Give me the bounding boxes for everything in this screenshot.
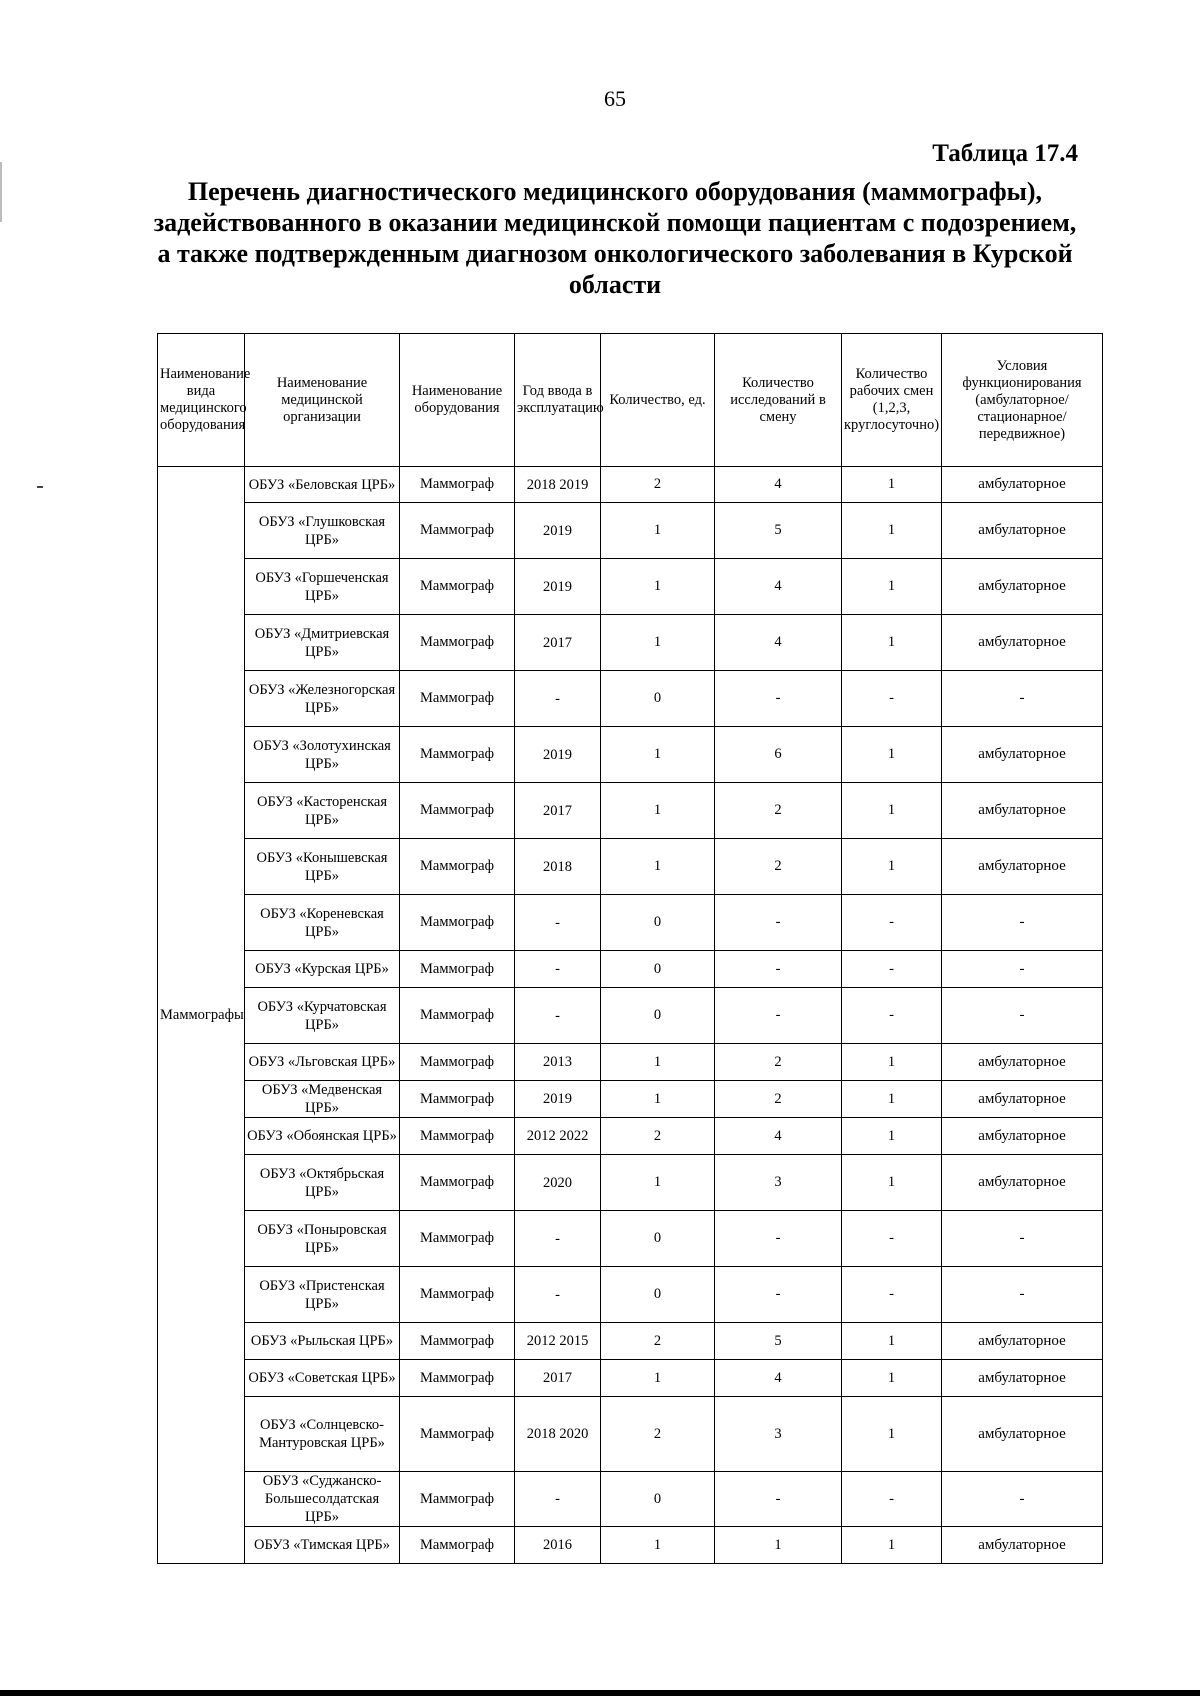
studies-cell: 2 (715, 839, 842, 895)
studies-cell: - (715, 1472, 842, 1527)
table-row (158, 1211, 1103, 1267)
equipment-table (157, 333, 1103, 1564)
org-cell: ОБУЗ «Льговская ЦРБ» (245, 1044, 400, 1081)
quantity-cell: 1 (601, 1081, 715, 1118)
shifts-cell: - (842, 988, 942, 1044)
org-cell: ОБУЗ «Октябрьская ЦРБ» (245, 1155, 400, 1211)
equipment-cell: Маммограф (400, 1118, 515, 1155)
conditions-cell: амбулаторное (942, 1360, 1103, 1397)
shifts-cell: 1 (842, 727, 942, 783)
table-row (158, 783, 1103, 839)
table-row (158, 467, 1103, 503)
studies-cell: - (715, 671, 842, 727)
studies-cell: 5 (715, 1323, 842, 1360)
header-quantity: Количество, ед. (601, 334, 715, 467)
year-cell: 2017 (515, 783, 601, 839)
shifts-cell: 1 (842, 1044, 942, 1081)
equipment-cell: Маммограф (400, 988, 515, 1044)
year-cell: - (515, 951, 601, 988)
table-row (158, 559, 1103, 615)
year-cell: 2017 (515, 1360, 601, 1397)
equipment-cell: Маммограф (400, 727, 515, 783)
shifts-cell: - (842, 895, 942, 951)
table-row (158, 727, 1103, 783)
equipment-cell: Маммограф (400, 1044, 515, 1081)
shifts-cell: 1 (842, 783, 942, 839)
conditions-cell: амбулаторное (942, 1081, 1103, 1118)
org-cell: ОБУЗ «Беловская ЦРБ» (245, 467, 400, 503)
shifts-cell: 1 (842, 503, 942, 559)
document-title: Перечень диагностического медицинского оборудования (маммографы), задействованного в оказании медицинской помощи пациентам с подозрением, а также подтвержденным диагнозом онкологического заболевания в Курской области (153, 177, 1077, 299)
shifts-cell: 1 (842, 467, 942, 503)
quantity-cell: 0 (601, 1267, 715, 1323)
org-cell: ОБУЗ «Солнцевско-Мантуровская ЦРБ» (245, 1397, 400, 1472)
shifts-cell: 1 (842, 1527, 942, 1564)
quantity-cell: 1 (601, 1527, 715, 1564)
conditions-cell: амбулаторное (942, 1118, 1103, 1155)
year-cell: 2012 2022 (515, 1118, 601, 1155)
equipment-type-cell: Маммографы (158, 467, 245, 1564)
year-cell: 2019 (515, 503, 601, 559)
org-cell: ОБУЗ «Горшеченская ЦРБ» (245, 559, 400, 615)
org-cell: ОБУЗ «Конышевская ЦРБ» (245, 839, 400, 895)
org-cell: ОБУЗ «Суджанско-Большесолдатская ЦРБ» (245, 1472, 400, 1527)
year-cell: 2018 (515, 839, 601, 895)
shifts-cell: 1 (842, 1155, 942, 1211)
equipment-cell: Маммограф (400, 1211, 515, 1267)
equipment-cell: Маммограф (400, 895, 515, 951)
shifts-cell: 1 (842, 615, 942, 671)
year-cell: 2020 (515, 1155, 601, 1211)
quantity-cell: 1 (601, 839, 715, 895)
table-row (158, 1472, 1103, 1527)
equipment-cell: Маммограф (400, 503, 515, 559)
header-org: Наименование медицинской организации (245, 334, 400, 467)
year-cell: 2018 2019 (515, 467, 601, 503)
header-studies: Количество исследований в смену (715, 334, 842, 467)
quantity-cell: 2 (601, 1118, 715, 1155)
quantity-cell: 1 (601, 503, 715, 559)
org-cell: ОБУЗ «Рыльская ЦРБ» (245, 1323, 400, 1360)
org-cell: ОБУЗ «Тимская ЦРБ» (245, 1527, 400, 1564)
equipment-cell: Маммограф (400, 839, 515, 895)
quantity-cell: 0 (601, 895, 715, 951)
studies-cell: - (715, 895, 842, 951)
table-row (158, 1081, 1103, 1118)
quantity-cell: 0 (601, 1211, 715, 1267)
org-cell: ОБУЗ «Обоянская ЦРБ» (245, 1118, 400, 1155)
shifts-cell: 1 (842, 1360, 942, 1397)
year-cell: 2017 (515, 615, 601, 671)
scan-bottom-bar (0, 1690, 1200, 1696)
equipment-cell: Маммограф (400, 467, 515, 503)
header-equipment: Наименование оборудования (400, 334, 515, 467)
header-row (158, 334, 1103, 467)
studies-cell: 4 (715, 1360, 842, 1397)
table-number: Таблица 17.4 (932, 140, 1078, 167)
conditions-cell: амбулаторное (942, 1044, 1103, 1081)
studies-cell: 2 (715, 783, 842, 839)
conditions-cell: амбулаторное (942, 783, 1103, 839)
shifts-cell: - (842, 671, 942, 727)
equipment-cell: Маммограф (400, 1323, 515, 1360)
quantity-cell: 1 (601, 559, 715, 615)
studies-cell: 4 (715, 559, 842, 615)
conditions-cell: - (942, 1211, 1103, 1267)
year-cell: - (515, 1472, 601, 1527)
equipment-cell: Маммограф (400, 1397, 515, 1472)
studies-cell: 3 (715, 1397, 842, 1472)
quantity-cell: 1 (601, 727, 715, 783)
conditions-cell: амбулаторное (942, 727, 1103, 783)
equipment-cell: Маммограф (400, 783, 515, 839)
conditions-cell: амбулаторное (942, 1397, 1103, 1472)
year-cell: 2013 (515, 1044, 601, 1081)
shifts-cell: - (842, 1472, 942, 1527)
studies-cell: 1 (715, 1527, 842, 1564)
org-cell: ОБУЗ «Курчатовская ЦРБ» (245, 988, 400, 1044)
org-cell: ОБУЗ «Дмитриевская ЦРБ» (245, 615, 400, 671)
org-cell: ОБУЗ «Глушковская ЦРБ» (245, 503, 400, 559)
conditions-cell: - (942, 895, 1103, 951)
org-cell: ОБУЗ «Поныровская ЦРБ» (245, 1211, 400, 1267)
table-row (158, 1118, 1103, 1155)
year-cell: 2018 2020 (515, 1397, 601, 1472)
org-cell: ОБУЗ «Касторенская ЦРБ» (245, 783, 400, 839)
conditions-cell: амбулаторное (942, 839, 1103, 895)
studies-cell: 4 (715, 615, 842, 671)
org-cell: ОБУЗ «Пристенская ЦРБ» (245, 1267, 400, 1323)
equipment-cell: Маммограф (400, 671, 515, 727)
conditions-cell: амбулаторное (942, 503, 1103, 559)
shifts-cell: 1 (842, 1323, 942, 1360)
studies-cell: - (715, 988, 842, 1044)
shifts-cell: - (842, 1211, 942, 1267)
shifts-cell: 1 (842, 559, 942, 615)
conditions-cell: - (942, 951, 1103, 988)
conditions-cell: амбулаторное (942, 559, 1103, 615)
year-cell: 2016 (515, 1527, 601, 1564)
table-row (158, 1527, 1103, 1564)
quantity-cell: 2 (601, 1323, 715, 1360)
table-row (158, 1360, 1103, 1397)
table-row (158, 1323, 1103, 1360)
table-row (158, 1155, 1103, 1211)
org-cell: ОБУЗ «Курская ЦРБ» (245, 951, 400, 988)
shifts-cell: 1 (842, 1118, 942, 1155)
equipment-cell: Маммограф (400, 951, 515, 988)
studies-cell: 3 (715, 1155, 842, 1211)
equipment-cell: Маммограф (400, 559, 515, 615)
year-cell: 2019 (515, 727, 601, 783)
conditions-cell: - (942, 1472, 1103, 1527)
quantity-cell: 2 (601, 467, 715, 503)
studies-cell: 6 (715, 727, 842, 783)
org-cell: ОБУЗ «Кореневская ЦРБ» (245, 895, 400, 951)
table-row (158, 1044, 1103, 1081)
scan-edge-mark (0, 162, 2, 222)
studies-cell: 4 (715, 1118, 842, 1155)
year-cell: 2019 (515, 559, 601, 615)
studies-cell: 4 (715, 467, 842, 503)
quantity-cell: 0 (601, 671, 715, 727)
quantity-cell: 1 (601, 615, 715, 671)
equipment-cell: Маммограф (400, 615, 515, 671)
conditions-cell: - (942, 671, 1103, 727)
conditions-cell: - (942, 988, 1103, 1044)
conditions-cell: амбулаторное (942, 615, 1103, 671)
shifts-cell: - (842, 951, 942, 988)
org-cell: ОБУЗ «Медвенская ЦРБ» (245, 1081, 400, 1118)
header-year: Год ввода в эксплуатацию (515, 334, 601, 467)
studies-cell: 2 (715, 1044, 842, 1081)
shifts-cell: 1 (842, 1081, 942, 1118)
quantity-cell: 2 (601, 1397, 715, 1472)
table-body (158, 467, 1103, 1564)
scan-dash-mark (37, 486, 43, 488)
quantity-cell: 0 (601, 1472, 715, 1527)
conditions-cell: амбулаторное (942, 1155, 1103, 1211)
table-row (158, 1267, 1103, 1323)
quantity-cell: 1 (601, 783, 715, 839)
studies-cell: - (715, 1211, 842, 1267)
table-row (158, 951, 1103, 988)
equipment-cell: Маммограф (400, 1155, 515, 1211)
studies-cell: 2 (715, 1081, 842, 1118)
quantity-cell: 0 (601, 988, 715, 1044)
year-cell: - (515, 671, 601, 727)
header-shifts: Количество рабочих смен (1,2,3, круглосуточно) (842, 334, 942, 467)
shifts-cell: 1 (842, 1397, 942, 1472)
table-row (158, 503, 1103, 559)
table-row (158, 988, 1103, 1044)
page-number: 65 (604, 86, 626, 111)
table-row (158, 895, 1103, 951)
org-cell: ОБУЗ «Железногорская ЦРБ» (245, 671, 400, 727)
year-cell: - (515, 988, 601, 1044)
quantity-cell: 0 (601, 951, 715, 988)
equipment-cell: Маммограф (400, 1527, 515, 1564)
conditions-cell: амбулаторное (942, 1323, 1103, 1360)
table-row (158, 615, 1103, 671)
studies-cell: - (715, 1267, 842, 1323)
year-cell: 2012 2015 (515, 1323, 601, 1360)
table-row (158, 671, 1103, 727)
equipment-cell: Маммограф (400, 1472, 515, 1527)
quantity-cell: 1 (601, 1155, 715, 1211)
org-cell: ОБУЗ «Советская ЦРБ» (245, 1360, 400, 1397)
org-cell: ОБУЗ «Золотухинская ЦРБ» (245, 727, 400, 783)
year-cell: - (515, 1211, 601, 1267)
studies-cell: - (715, 951, 842, 988)
equipment-cell: Маммограф (400, 1267, 515, 1323)
shifts-cell: 1 (842, 839, 942, 895)
studies-cell: 5 (715, 503, 842, 559)
equipment-cell: Маммограф (400, 1081, 515, 1118)
conditions-cell: амбулаторное (942, 467, 1103, 503)
shifts-cell: - (842, 1267, 942, 1323)
quantity-cell: 1 (601, 1360, 715, 1397)
table-row (158, 1397, 1103, 1472)
table-row (158, 839, 1103, 895)
year-cell: - (515, 1267, 601, 1323)
header-type: Наименование вида медицинского оборудования (158, 334, 245, 467)
year-cell: - (515, 895, 601, 951)
quantity-cell: 1 (601, 1044, 715, 1081)
year-cell: 2019 (515, 1081, 601, 1118)
conditions-cell: амбулаторное (942, 1527, 1103, 1564)
equipment-cell: Маммограф (400, 1360, 515, 1397)
header-conditions: Условия функционирования (амбулаторное/стационарное/передвижное) (942, 334, 1103, 467)
conditions-cell: - (942, 1267, 1103, 1323)
